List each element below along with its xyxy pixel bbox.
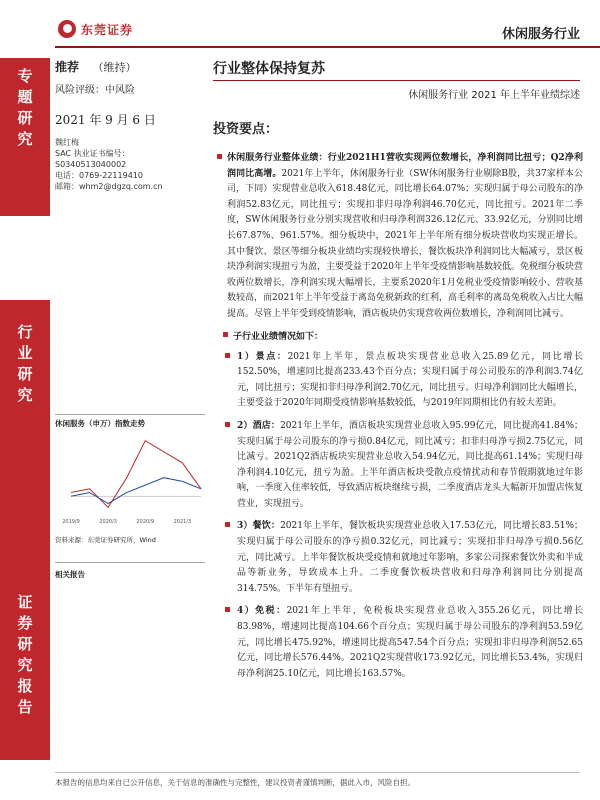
sidebar-tab-industry (0, 300, 50, 580)
tab-char: 告 (17, 698, 33, 716)
analyst-phone: 电话：0769-22119410 (55, 171, 143, 180)
license-label: SAC 执业证书编号： (55, 149, 130, 158)
series-line-0 (71, 441, 201, 508)
overview-lead: 休闲服务行业整体业绩：行业2021H1营收实现两位数增长，净利润同比扭亏；Q2净利润同比高增。 (227, 153, 583, 179)
item-body: 2021年上半年，免税板块实现营业总收入355.26亿元，同比增长83.98%，增速同比提高104.66个百分点；实现归属于母公司股东的净利润53.59亿元，同比增长475.92%，增速同比提高547.54个百分点；实现扣非归母净利润52.65亿元，同比增长576.44%。2021Q2实现营收173.92亿元，同比增长53.4%，实现归母净利润25.10亿元，同比增长163.57%。 (237, 606, 583, 679)
sub-title-text: 子行业业绩情况如下： (233, 331, 324, 342)
sub-sector-title (213, 329, 583, 342)
x-tick-label: 2020/9 (136, 519, 155, 525)
analyst-info (55, 137, 163, 192)
x-tick-label: 2020/3 (99, 519, 117, 525)
main-content (213, 118, 583, 689)
tab-char: 券 (17, 614, 33, 632)
tab-char: 研 (17, 365, 33, 383)
recommendation (55, 58, 137, 75)
company-logo (58, 20, 133, 38)
chart-top-divider (55, 414, 205, 415)
recommend-label: 推荐 (55, 60, 80, 74)
bullet-icon (225, 353, 230, 358)
tab-char: 题 (17, 88, 33, 106)
index-chart (55, 418, 205, 546)
bullet-icon (225, 522, 230, 527)
bullet-icon (225, 607, 230, 612)
points-title: 投资要点： (213, 122, 279, 137)
item-lead: 3）餐饮： (237, 521, 281, 532)
bullet-icon (217, 154, 222, 159)
risk-rating: 风险评级：中风险 (55, 85, 135, 96)
overview-body: 2021年上半年，休闲服务行业（SW休闲服务行业剔除B股，共37家样本公司，下同）实现营业总收入618.48亿元，同比增长64.07%；实现归属于母公司股东的净利润52.83亿元，同比扭亏；实现扣非归母净利润46.70亿元，同比扭亏。2021年二季度，SW休闲服务行业分别实现营收和归母净利润326.12亿元、33.92亿元，分别同比增长67.87%、961.57%。细分板块中，2021年上半年所有细分板块营收均实现正增长。其中餐饮、景区等细分板块业绩均实现较快增长，餐饮板块净利润同比大幅减亏，景区板块净利润实现扭亏为盈，主要受益于2020年上半年受疫情影响基数较低。免税细分板块营收两位数增长，净利润实现大幅增长，主要系2020年1月免税业受疫情影响较小、营收基数较高，而2021年上半年受益于离岛免税新政的红利，高毛利率的离岛免税收入占比大幅提高。尽管上半年受到疫情影响，酒店板块仍实现营收两位数增长，净利润同比减亏。 (227, 168, 583, 319)
tab-char: 研 (17, 635, 33, 653)
chart-svg (55, 429, 205, 527)
related-divider (55, 562, 205, 563)
tab-char: 究 (17, 130, 33, 148)
bullet-icon (225, 422, 230, 427)
logo-icon (58, 20, 76, 38)
tab-char: 业 (17, 344, 33, 362)
list-item (213, 419, 583, 513)
tab-char: 研 (17, 109, 33, 127)
analyst-email: 邮箱：whm2@dgzq.com.cn (55, 182, 163, 191)
tab-char: 报 (17, 677, 33, 695)
recommend-note: （维持） (92, 61, 137, 74)
list-item (213, 519, 583, 597)
sector-label: 休闲服务行业 (501, 27, 580, 42)
x-tick-label: 2019/9 (62, 519, 80, 525)
license-number: S0340513040002 (55, 160, 127, 169)
list-item (213, 350, 583, 412)
chart-source: 资料来源：东莞证券研究所，Wind (55, 536, 156, 544)
tab-char: 行 (17, 323, 33, 341)
item-body: 2021年上半年，景点板块实现营业总收入25.89亿元，同比增长152.50%，增速同比提高233.43个百分点；实现归属于母公司股东的净利润3.74亿元，同比扭亏；实现扣非归母净利润2.70亿元，同比扭亏。归母净利润同比大幅增长，主要受益于2020年同期受疫情影响基数较低，与2019年同期相比仍有较大差距。 (237, 351, 584, 409)
bullet-icon (223, 332, 228, 337)
item-body: 2021年上半年，餐饮板块实现营业总收入17.53亿元，同比增长83.51%；实现归属于母公司股东的净亏损0.32亿元，同比减亏；实现扣非归母净亏损0.56亿元，同比减亏。上半年餐饮板块受疫情和就地过年影响，多家公司探索餐饮外卖和半成品等新业务，导致成本上升。二季度餐饮板块营收和归母净利润同比分别提高314.75%。下半年有望扭亏。 (237, 521, 583, 594)
chart-title: 休闲服务（申万）指数走势 (55, 419, 145, 428)
report-subtitle: 休闲服务行业 2021 年上半年业绩综述 (408, 90, 580, 101)
related-reports-title: 相关报告 (55, 570, 85, 579)
title-divider (213, 80, 580, 81)
report-title: 行业整体保持复苏 (213, 61, 325, 77)
sidebar-tab-report (0, 580, 50, 760)
report-date: 2021 年 9 月 6 日 (55, 113, 156, 127)
logo-text: 东莞证券 (81, 22, 134, 37)
tab-char: 专 (17, 67, 33, 85)
item-lead: 2）酒店： (237, 420, 281, 431)
tab-char: 证 (17, 593, 33, 611)
tab-char: 究 (17, 386, 33, 404)
page-header (55, 18, 600, 48)
x-tick-label: 2021/3 (173, 519, 192, 525)
item-body: 2021年上半年，酒店板块实现营业总收入95.99亿元，同比提高41.84%；实现归属于母公司股东的净亏损0.84亿元，同比减亏；扣非归母净亏损2.75亿元，同比减亏。2021Q2酒店板块实现营业总收入54.94亿元，同比提高61.14%；实现归母净利润4.10亿元，扭亏为盈。上半年酒店板块受散点疫情扰动和春节假期就地过年影响，一季度入住率较低，导致酒店板块继续亏损，二季度酒店龙头大幅新开加盟店恢复营业，实现扭亏。 (237, 420, 583, 509)
sidebar-tab-special (0, 58, 50, 216)
series-line-1 (71, 478, 201, 504)
item-lead: 4）免税： (237, 606, 287, 617)
item-lead: 1）景点： (237, 351, 288, 362)
tab-char: 究 (17, 656, 33, 674)
disclaimer-footer: 本报告的信息均来自已公开信息，关于信息的准确性与完整性，建议投资者谨慎判断，据此入市，风险自担。 (55, 772, 580, 788)
analyst-name: 魏红梅 (55, 138, 79, 147)
overview-paragraph (213, 151, 583, 323)
list-item (213, 604, 583, 682)
